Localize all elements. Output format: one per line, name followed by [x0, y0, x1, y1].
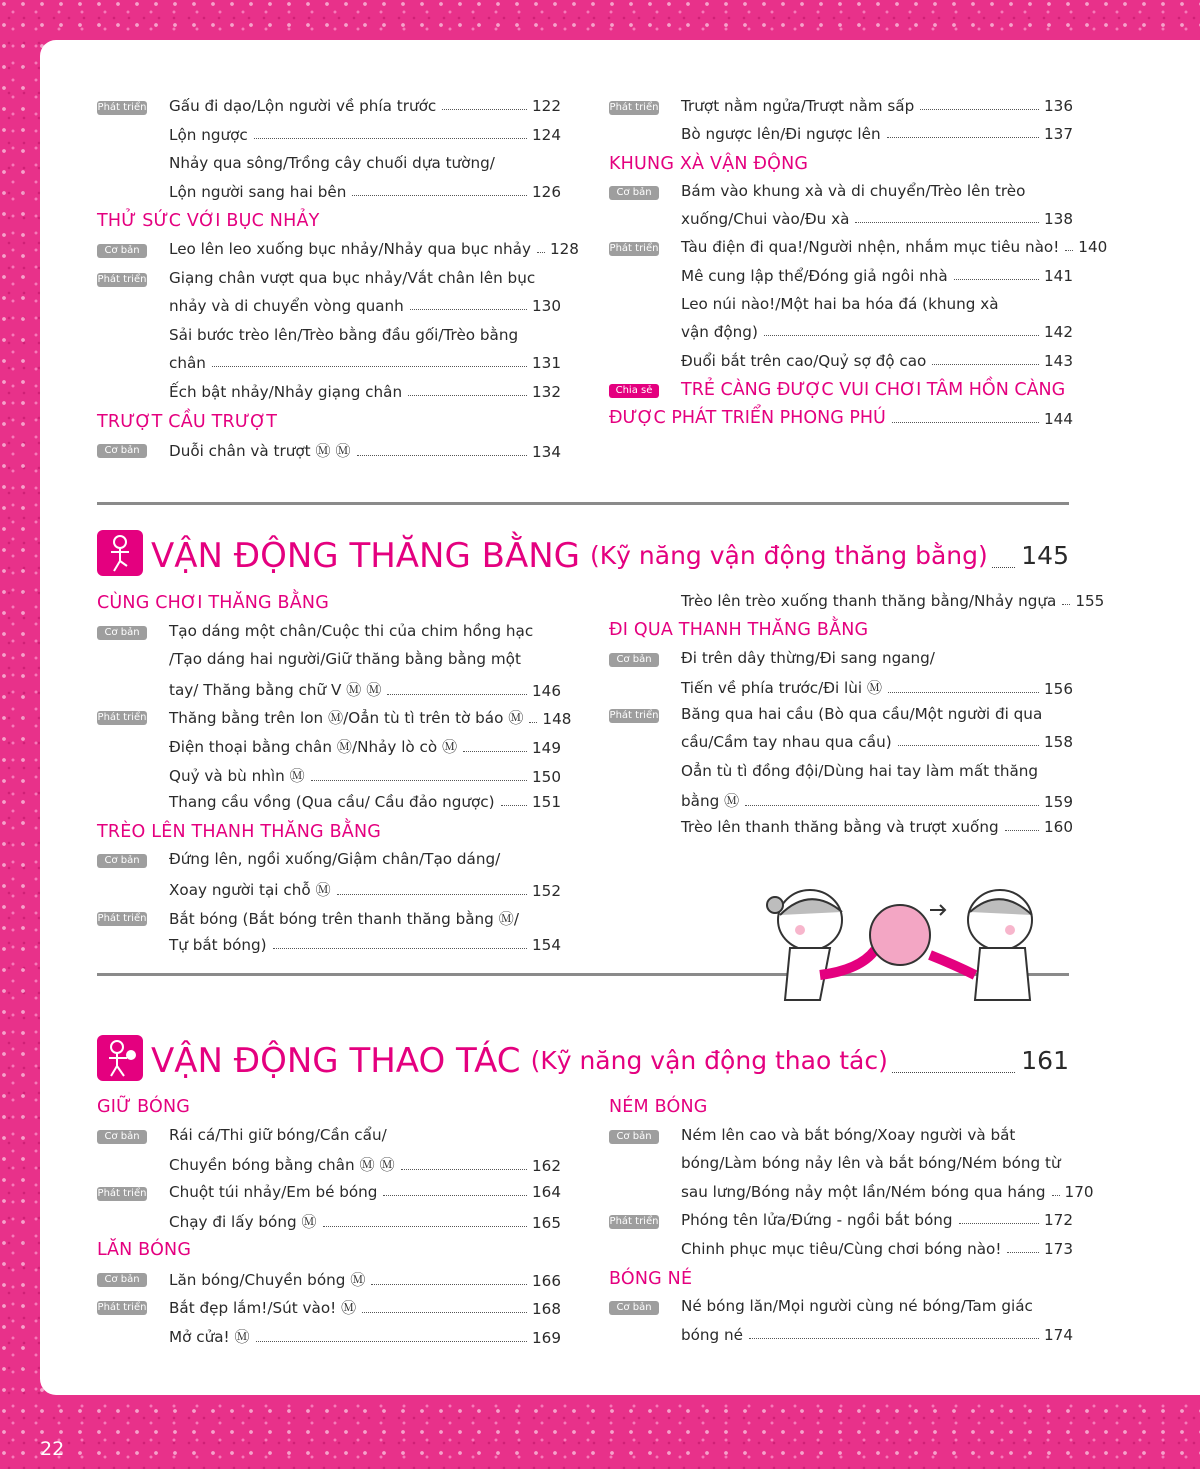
- entry-title: Băng qua hai cầu (Bò qua cầu/Một người đi qua: [681, 705, 1043, 724]
- entry-title: Bắt đẹp lắm!/Sút vào! Ⓜ: [169, 1299, 357, 1318]
- toc-entry[interactable]: [609, 644, 1073, 672]
- toc-entry[interactable]: [609, 290, 1073, 318]
- entry-title: Chuyền bóng bằng chân Ⓜ Ⓜ: [169, 1156, 395, 1175]
- toc-entry[interactable]: [609, 403, 1073, 431]
- section-page-number: 145: [1021, 541, 1069, 570]
- entry-title: /Tạo dáng hai người/Giữ thăng bằng bằng một: [169, 650, 521, 669]
- entry-title: bóng/Làm bóng nảy lên và bắt bóng/Ném bóng từ: [681, 1154, 1061, 1173]
- entry-page-number: 148: [542, 710, 572, 729]
- dot-leader: [749, 1338, 1039, 1339]
- dot-leader: [254, 138, 527, 139]
- entry-page-number: 156: [1044, 679, 1073, 698]
- dot-leader: [1005, 830, 1039, 831]
- entry-title: vận động): [681, 323, 758, 342]
- toc-entry[interactable]: [609, 347, 1073, 375]
- category-title: BÓNG NÉ: [609, 1268, 693, 1289]
- entry-title: Phóng tên lửa/Đứng - ngồi bắt bóng: [681, 1211, 953, 1230]
- entry-title: Oẳn tù tì đồng đội/Dùng hai tay làm mất thăng: [681, 761, 1039, 780]
- entry-page-number: 140: [1078, 238, 1108, 257]
- toc-entry[interactable]: [97, 178, 561, 207]
- dot-leader: [992, 567, 1016, 568]
- entry-title: chân: [169, 354, 206, 373]
- entry-title: Chạy đi lấy bóng Ⓜ: [169, 1213, 317, 1232]
- toc-entry[interactable]: [97, 702, 572, 731]
- toc-entry[interactable]: [97, 931, 561, 960]
- dot-leader: [888, 692, 1039, 693]
- entry-title: Rái cá/Thi giữ bóng/Cần cẩu/: [169, 1125, 387, 1144]
- entry-page-number: 166: [532, 1271, 561, 1290]
- toc-entry[interactable]: [609, 1292, 1073, 1321]
- dot-leader: [387, 694, 527, 695]
- entry-page-number: 130: [532, 297, 561, 316]
- category-title: CÙNG CHƠI THĂNG BẰNG: [97, 593, 329, 613]
- entry-title: Leo lên leo xuống bục nhảy/Nhảy qua bục nhảy: [169, 239, 531, 258]
- toc-entry[interactable]: [97, 349, 561, 378]
- entry-page-number: 142: [1044, 323, 1073, 342]
- section-page-number: 161: [1021, 1046, 1069, 1075]
- entry-page-number: 128: [549, 239, 579, 258]
- toc-entry[interactable]: [609, 813, 1073, 841]
- dot-leader: [1052, 1195, 1060, 1196]
- toc-entry[interactable]: [609, 375, 1073, 403]
- dot-leader: [442, 109, 527, 110]
- entry-title: Thăng bằng trên lon Ⓜ/Oẳn tù tì trên tờ báo Ⓜ: [169, 709, 524, 728]
- entry-page-number: 143: [1044, 351, 1073, 370]
- category-title: ĐI QUA THANH THĂNG BẰNG: [609, 620, 869, 641]
- toc-entry[interactable]: [97, 378, 561, 407]
- entry-page-number: 146: [532, 681, 561, 700]
- toc-entry[interactable]: [609, 757, 1073, 785]
- level-badge: Phát triển: [609, 243, 659, 255]
- level-badge: Cơ bản: [97, 444, 147, 458]
- section-subtitle: (Kỹ năng vận động thao tác): [530, 1046, 888, 1075]
- dot-leader: [371, 1284, 527, 1285]
- dot-leader: [529, 722, 537, 723]
- entry-title: Bắt bóng (Bắt bóng trên thanh thăng bằng Ⓜ/: [169, 909, 519, 928]
- toc-entry[interactable]: [97, 1178, 561, 1207]
- entry-title: Lộn ngược: [169, 125, 248, 144]
- entry-page-number: 162: [532, 1157, 561, 1176]
- level-badge: Phát triển: [97, 1187, 147, 1199]
- dot-leader: [362, 1312, 527, 1313]
- entry-title: Né bóng lăn/Mọi người cùng né bóng/Tam giác: [681, 1297, 1033, 1316]
- entry-title: Xoay người tại chỗ Ⓜ: [169, 880, 331, 899]
- entry-title: Quỷ và bù nhìn Ⓜ: [169, 766, 305, 785]
- toc-entry[interactable]: [97, 1264, 561, 1293]
- toc-entry[interactable]: [609, 120, 1073, 148]
- entry-page-number: 159: [1044, 793, 1073, 812]
- entry-title: Thang cầu vồng (Qua cầu/ Cầu đảo ngược): [169, 793, 495, 812]
- entry-page-number: 172: [1044, 1211, 1073, 1230]
- toc-entry[interactable]: [97, 149, 561, 178]
- dot-leader: [745, 805, 1039, 806]
- toc-entry[interactable]: [97, 292, 561, 321]
- toc-entry[interactable]: [609, 1178, 1094, 1207]
- toc-entry[interactable]: [97, 874, 561, 903]
- entry-title: Nhảy qua sông/Trồng cây chuối dựa tường/: [169, 154, 495, 173]
- toc-entry[interactable]: [97, 674, 561, 703]
- section-heading-manipulation[interactable]: [97, 1033, 1069, 1081]
- children-playing-ball-illustration: [760, 880, 1070, 1020]
- entry-title: sau lưng/Bóng nảy một lần/Ném bóng qua háng: [681, 1182, 1046, 1201]
- category-title: NÉM BÓNG: [609, 1097, 708, 1117]
- entry-page-number: 132: [532, 382, 561, 401]
- dot-leader: [383, 1195, 527, 1196]
- entry-title: Tạo dáng một chân/Cuộc thi của chim hồng hạc: [169, 621, 534, 640]
- entry-title: Gấu đi dạo/Lộn người về phía trước: [169, 97, 437, 115]
- level-badge: Cơ bản: [609, 1301, 659, 1315]
- section-heading-balance[interactable]: [97, 528, 1069, 576]
- toc-entry[interactable]: [609, 1206, 1073, 1235]
- entry-page-number: 137: [1044, 125, 1073, 144]
- level-badge: Phát triển: [97, 102, 147, 113]
- category-heading: [609, 1092, 1073, 1121]
- toc-entry[interactable]: [97, 435, 561, 464]
- toc-entry[interactable]: [97, 1292, 561, 1321]
- entry-title: Bám vào khung xà và di chuyển/Trèo lên trèo: [681, 181, 1026, 200]
- entry-title: Ném lên cao và bắt bóng/Xoay người và bắt: [681, 1125, 1016, 1144]
- category-heading: [609, 149, 1073, 177]
- toc-entry[interactable]: [609, 177, 1073, 205]
- category-title: LĂN BÓNG: [97, 1239, 192, 1260]
- level-badge: Phát triển: [97, 912, 147, 924]
- toc-entry[interactable]: [97, 321, 561, 350]
- section-title: VẬN ĐỘNG THAO TÁC: [151, 1041, 521, 1081]
- level-badge: Cơ bản: [97, 244, 147, 258]
- toc-mid-left-column: [97, 588, 572, 960]
- entry-page-number: 168: [532, 1300, 561, 1319]
- entry-title: Giạng chân vượt qua bục nhảy/Vắt chân lên bục: [169, 268, 536, 287]
- entry-page-number: 141: [1044, 266, 1073, 285]
- entry-title: Trèo lên trèo xuống thanh thăng bằng/Nhảy ngựa: [681, 592, 1057, 610]
- entry-page-number: 164: [532, 1182, 561, 1201]
- level-badge: Cơ bản: [97, 1130, 147, 1144]
- entry-title: Lăn bóng/Chuyền bóng Ⓜ: [169, 1270, 366, 1289]
- toc-entry[interactable]: [609, 587, 1105, 615]
- toc-entry[interactable]: [97, 235, 579, 264]
- toc-top-left-column: [97, 92, 579, 464]
- toc-entry[interactable]: [97, 845, 561, 874]
- entry-page-number: 124: [532, 125, 561, 144]
- category-title: GIỮ BÓNG: [97, 1097, 191, 1117]
- toc-entry[interactable]: [609, 318, 1073, 346]
- entry-title: Điện thoại bằng chân Ⓜ/Nhảy lò cò Ⓜ: [169, 737, 458, 756]
- dot-leader: [959, 1223, 1039, 1224]
- entry-title: Mở cửa! Ⓜ: [169, 1327, 250, 1346]
- dot-leader: [256, 1341, 527, 1342]
- level-badge: Cơ bản: [609, 1130, 659, 1144]
- entry-page-number: 173: [1044, 1239, 1073, 1258]
- entry-page-number: 134: [532, 443, 561, 462]
- dot-leader: [892, 422, 1039, 423]
- entry-title: nhảy và di chuyển vòng quanh: [169, 297, 404, 316]
- dot-leader: [463, 751, 527, 752]
- dot-leader: [357, 455, 527, 456]
- entry-title: ĐƯỢC PHÁT TRIỂN PHONG PHÚ: [609, 408, 886, 429]
- section-divider: [97, 502, 1069, 505]
- entry-page-number: 131: [532, 354, 561, 373]
- toc-bottom-left-column: [97, 1092, 561, 1349]
- dot-leader: [337, 894, 527, 895]
- level-badge: Cơ bản: [609, 653, 659, 667]
- level-badge: Phát triển: [609, 102, 659, 113]
- dot-leader: [323, 1226, 527, 1227]
- entry-title: Sải bước trèo lên/Trèo bằng đầu gối/Trèo bằng: [169, 325, 519, 344]
- toc-entry[interactable]: [609, 205, 1073, 233]
- toc-entry[interactable]: [97, 121, 561, 150]
- entry-title: bằng Ⓜ: [681, 792, 740, 811]
- entry-page-number: 149: [532, 738, 561, 757]
- dot-leader: [764, 335, 1039, 336]
- level-badge: Phát triển: [97, 712, 147, 724]
- category-title: TRÈO LÊN THANH THĂNG BẰNG: [97, 821, 382, 842]
- toc-entry[interactable]: [609, 700, 1073, 728]
- dot-leader: [410, 309, 527, 310]
- entry-title: bóng né: [681, 1325, 743, 1344]
- entry-page-number: 126: [532, 182, 561, 201]
- level-badge: Phát triển: [609, 1216, 659, 1228]
- toc-entry[interactable]: [609, 233, 1108, 261]
- entry-title: Đi trên dây thừng/Đi sang ngang/: [681, 648, 935, 667]
- entry-title: Tàu điện đi qua!/Người nhện, nhắm mục tiêu nào!: [681, 238, 1060, 257]
- dot-leader: [1007, 1252, 1039, 1253]
- toc-entry[interactable]: [609, 262, 1073, 290]
- toc-entry[interactable]: [97, 645, 561, 674]
- toc-entry[interactable]: [609, 1121, 1073, 1150]
- toc-entry[interactable]: [97, 731, 561, 760]
- toc-entry[interactable]: [609, 672, 1073, 700]
- entry-title: Trèo lên thanh thăng bằng và trượt xuống: [681, 818, 999, 837]
- entry-title: cầu/Cầm tay nhau qua cầu): [681, 733, 892, 752]
- entry-page-number: 170: [1064, 1182, 1094, 1201]
- dot-leader: [311, 780, 527, 781]
- category-title: THỬ SỨC VỚI BỤC NHẢY: [97, 211, 320, 232]
- level-badge: Phát triển: [97, 1302, 147, 1314]
- category-heading: [97, 1235, 561, 1264]
- toc-entry[interactable]: [609, 1321, 1073, 1350]
- dot-leader: [1062, 604, 1070, 605]
- entry-page-number: 158: [1044, 733, 1073, 752]
- toc-mid-right-column: [609, 587, 1105, 842]
- dot-leader: [273, 948, 527, 949]
- level-badge: Cơ bản: [97, 626, 147, 640]
- entry-page-number: 165: [532, 1214, 561, 1233]
- entry-page-number: 144: [1044, 410, 1073, 429]
- dot-leader: [887, 137, 1039, 138]
- entry-page-number: 154: [532, 936, 561, 955]
- entry-title: xuống/Chui vào/Đu xà: [681, 210, 850, 229]
- entry-page-number: 151: [532, 793, 561, 812]
- entry-title: Bò ngược lên/Đi ngược lên: [681, 125, 881, 144]
- toc-bottom-right-column: [609, 1092, 1094, 1349]
- toc-entry[interactable]: [609, 728, 1073, 756]
- level-badge: Phát triển: [97, 273, 147, 285]
- section-title: VẬN ĐỘNG THĂNG BẰNG: [151, 536, 581, 576]
- category-heading: [97, 206, 561, 235]
- entry-title: Trượt nằm ngửa/Trượt nằm sấp: [681, 97, 915, 115]
- category-heading: [97, 817, 561, 846]
- dot-leader: [932, 364, 1039, 365]
- category-heading: [609, 615, 1073, 643]
- entry-page-number: 136: [1044, 97, 1073, 115]
- toc-entry[interactable]: [97, 903, 561, 932]
- dot-leader: [920, 109, 1039, 110]
- level-badge: Phát triển: [609, 710, 659, 722]
- figure-with-ball-icon: [97, 1035, 143, 1081]
- category-heading: [97, 588, 561, 617]
- category-heading: [97, 1092, 561, 1121]
- category-heading: [609, 1264, 1073, 1293]
- toc-entry[interactable]: [97, 617, 561, 646]
- level-badge: Cơ bản: [97, 854, 147, 868]
- entry-title: Duỗi chân và trượt Ⓜ Ⓜ: [169, 442, 351, 461]
- entry-title: TRẺ CÀNG ĐƯỢC VUI CHƠI TÂM HỒN CÀNG: [681, 379, 1066, 400]
- entry-title: tay/ Thăng bằng chữ V Ⓜ Ⓜ: [169, 680, 382, 699]
- dot-leader: [954, 279, 1039, 280]
- entry-page-number: 174: [1044, 1325, 1073, 1344]
- dot-leader: [898, 745, 1039, 746]
- toc-entry[interactable]: [97, 760, 561, 789]
- toc-entry[interactable]: [97, 1206, 561, 1235]
- level-badge: Chia sẻ: [609, 384, 659, 398]
- entry-title: Lộn người sang hai bên: [169, 182, 347, 201]
- entry-title: Mê cung lập thể/Đóng giả ngôi nhà: [681, 266, 948, 285]
- toc-entry[interactable]: [97, 788, 561, 817]
- level-badge: Cơ bản: [97, 1273, 147, 1287]
- toc-top-right-column: [609, 92, 1108, 432]
- entry-page-number: 152: [532, 881, 561, 900]
- dot-leader: [1065, 250, 1073, 251]
- entry-title: Ếch bật nhảy/Nhảy giạng chân: [169, 382, 403, 401]
- entry-title: Đứng lên, ngồi xuống/Giậm chân/Tạo dáng/: [169, 850, 501, 869]
- entry-title: Chuột túi nhảy/Em bé bóng: [169, 1182, 378, 1201]
- balance-figure-icon: [97, 530, 143, 576]
- dot-leader: [212, 366, 527, 367]
- entry-title: Leo núi nào!/Một hai ba hóa đá (khung xà: [681, 295, 999, 314]
- entry-title: Đuổi bắt trên cao/Quỷ sợ độ cao: [681, 351, 927, 370]
- toc-entry[interactable]: [609, 92, 1073, 120]
- toc-entry[interactable]: [609, 1235, 1073, 1264]
- dot-leader: [352, 195, 527, 196]
- dot-leader: [537, 252, 545, 253]
- entry-page-number: 150: [532, 767, 561, 786]
- entry-title: Tự bắt bóng): [169, 936, 267, 955]
- dot-leader: [408, 395, 527, 396]
- category-title: KHUNG XÀ VẬN ĐỘNG: [609, 153, 809, 174]
- level-badge: Cơ bản: [609, 186, 659, 200]
- entry-page-number: 138: [1044, 210, 1073, 229]
- dot-leader: [501, 805, 527, 806]
- dot-leader: [401, 1169, 527, 1170]
- toc-entry[interactable]: [609, 1149, 1073, 1178]
- category-heading: [97, 407, 561, 436]
- toc-entry[interactable]: [97, 1321, 561, 1350]
- entry-page-number: 169: [532, 1328, 561, 1347]
- page-number: 22: [40, 1438, 65, 1460]
- toc-entry[interactable]: [97, 1149, 561, 1178]
- toc-entry[interactable]: [609, 785, 1073, 813]
- entry-page-number: 160: [1044, 818, 1073, 837]
- toc-entry[interactable]: [97, 92, 561, 121]
- entry-title: Chinh phục mục tiêu/Cùng chơi bóng nào!: [681, 1239, 1002, 1258]
- dot-leader: [892, 1072, 1015, 1073]
- section-subtitle: (Kỹ năng vận động thăng bằng): [590, 541, 988, 570]
- category-title: TRƯỢT CẦU TRƯỢT: [97, 411, 278, 432]
- entry-page-number: 122: [532, 97, 561, 115]
- toc-entry[interactable]: [97, 1121, 561, 1150]
- entry-page-number: 155: [1075, 592, 1105, 610]
- toc-entry[interactable]: [97, 264, 561, 293]
- entry-title: Tiến về phía trước/Đi lùi Ⓜ: [681, 678, 883, 697]
- dot-leader: [855, 222, 1039, 223]
